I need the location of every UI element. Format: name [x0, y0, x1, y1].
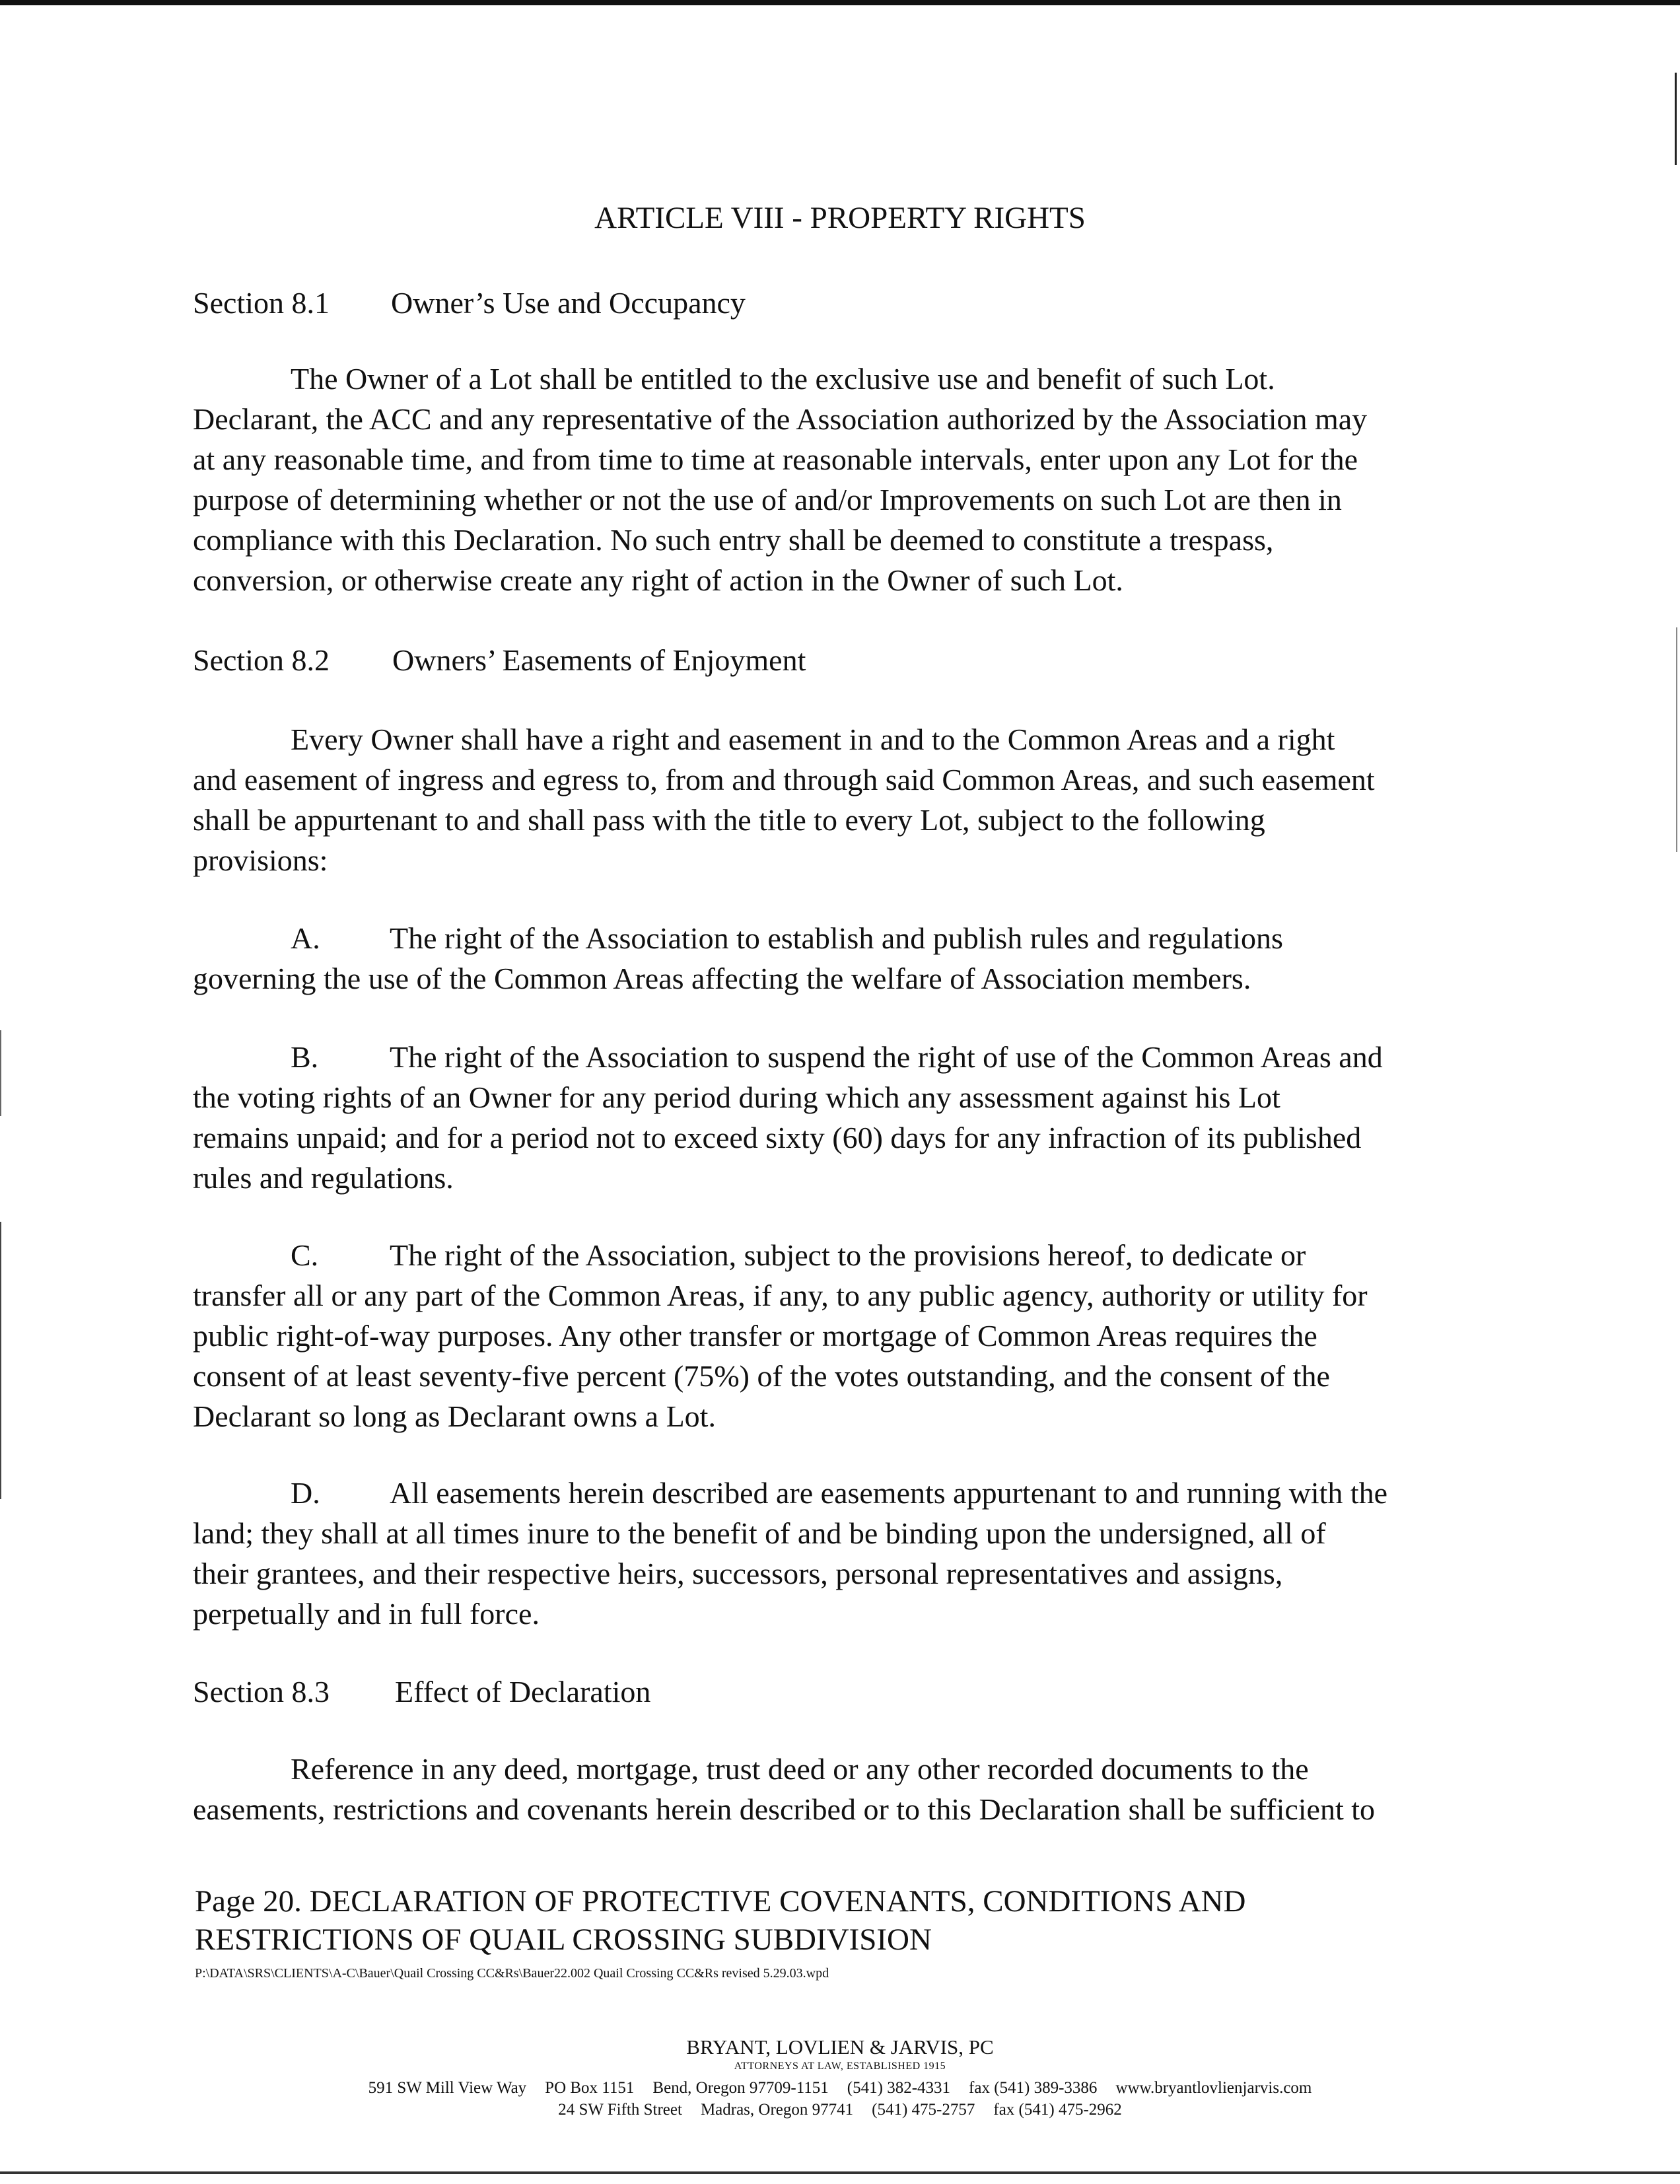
text-line: rules and regulations.	[193, 1161, 454, 1195]
text-line: All easements herein described are easements appurtenant to and running with the	[390, 1476, 1388, 1510]
list-marker: C.	[291, 1238, 319, 1272]
firm-name: BRYANT, LOVLIEN & JARVIS, PC	[686, 2035, 994, 2059]
scan-margin-mark	[1676, 627, 1677, 852]
section-paragraph	[193, 719, 1487, 880]
text-line: Declarant, the ACC and any representative of the Association authorized by the Association may	[193, 402, 1368, 436]
text-line: the voting rights of an Owner for any period during which any assessment against his Lot	[193, 1080, 1280, 1114]
firm-address-madras	[0, 2101, 1680, 2119]
phone: (541) 382-4331	[847, 2079, 951, 2097]
section-number: Section 8.1	[193, 286, 330, 320]
firm-address-bend	[0, 2079, 1680, 2097]
text-line: Every Owner shall have a right and easement in and to the Common Areas and a right	[291, 722, 1335, 756]
text-line: purpose of determining whether or not the use of and/or Improvements on such Lot are then in	[193, 483, 1342, 516]
list-item-d	[193, 1473, 1487, 1634]
text-line: public right-of-way purposes. Any other transfer or mortgage of Common Areas requires the	[193, 1319, 1317, 1353]
fax: fax (541) 475-2962	[993, 2101, 1122, 2119]
text-line: provisions:	[193, 843, 328, 877]
text-line: Declarant so long as Declarant owns a Lot.	[193, 1399, 716, 1433]
text-line: governing the use of the Common Areas affecting the welfare of Association members.	[193, 962, 1251, 995]
list-item-a	[193, 918, 1487, 999]
address-part: PO Box 1151	[545, 2079, 635, 2097]
text-line: perpetually and in full force.	[193, 1597, 540, 1631]
scan-top-border	[0, 0, 1680, 5]
text-line: The Owner of a Lot shall be entitled to the exclusive use and benefit of such Lot.	[291, 362, 1275, 396]
scan-margin-mark	[0, 1222, 1, 1499]
website-link: www.bryantlovlienjarvis.com	[1115, 2079, 1312, 2097]
text-line: The right of the Association to establish and publish rules and regulations	[390, 921, 1283, 955]
phone: (541) 475-2757	[872, 2101, 975, 2119]
list-marker: B.	[291, 1040, 319, 1074]
text-line: Reference in any deed, mortgage, trust deed or any other recorded documents to the	[291, 1752, 1309, 1786]
list-marker: D.	[291, 1476, 320, 1510]
text-line: compliance with this Declaration. No such entry shall be deemed to constitute a trespass,	[193, 523, 1274, 557]
list-item-b	[193, 1037, 1487, 1198]
section-title: Owner’s Use and Occupancy	[391, 286, 746, 320]
address-part: Madras, Oregon 97741	[700, 2101, 854, 2119]
text-line: The right of the Association to suspend the right of use of the Common Areas and	[390, 1040, 1383, 1074]
text-line: easements, restrictions and covenants herein described or to this Declaration shall be sufficient to	[193, 1792, 1376, 1826]
text-line: their grantees, and their respective heirs, successors, personal representatives and assigns,	[193, 1557, 1283, 1590]
footer-line: Page 20. DECLARATION OF PROTECTIVE COVENANTS, CONDITIONS AND	[195, 1884, 1246, 1919]
scan-margin-mark	[0, 1030, 1, 1116]
text-line: transfer all or any part of the Common Areas, if any, to any public agency, authority or utility for	[193, 1279, 1368, 1312]
address-part: 24 SW Fifth Street	[558, 2101, 682, 2119]
article-title: ARTICLE VIII - PROPERTY RIGHTS	[594, 201, 1086, 235]
fax: fax (541) 389-3386	[969, 2079, 1098, 2097]
firm-tagline: ATTORNEYS AT LAW, ESTABLISHED 1915	[734, 2061, 946, 2072]
address-part: 591 SW Mill View Way	[368, 2079, 527, 2097]
text-line: land; they shall at all times inure to the benefit of and be binding upon the undersigned, all of	[193, 1516, 1326, 1550]
section-title: Owners’ Easements of Enjoyment	[392, 643, 806, 677]
text-line: The right of the Association, subject to the provisions hereof, to dedicate or	[390, 1238, 1306, 1272]
list-item-c	[193, 1235, 1487, 1436]
page-footer-title	[195, 1882, 1245, 1959]
text-line: consent of at least seventy-five percent (75%) of the votes outstanding, and the consent of the	[193, 1359, 1330, 1393]
text-line: and easement of ingress and egress to, from and through said Common Areas, and such easement	[193, 763, 1375, 796]
file-path: P:\DATA\SRS\CLIENTS\A-C\Bauer\Quail Crossing CC&Rs\Bauer22.002 Quail Crossing CC&Rs revised 5.29.03.wpd	[195, 1966, 829, 1981]
scan-bottom-border	[0, 2171, 1680, 2174]
section-number: Section 8.3	[193, 1675, 330, 1708]
text-line: remains unpaid; and for a period not to exceed sixty (60) days for any infraction of its published	[193, 1121, 1362, 1154]
footer-line: RESTRICTIONS OF QUAIL CROSSING SUBDIVISION	[195, 1922, 932, 1957]
text-line: shall be appurtenant to and shall pass with the title to every Lot, subject to the following	[193, 803, 1265, 837]
scan-margin-mark	[1675, 73, 1677, 165]
text-line: conversion, or otherwise create any right of action in the Owner of such Lot.	[193, 563, 1123, 597]
list-marker: A.	[291, 921, 320, 955]
address-part: Bend, Oregon 97709-1151	[652, 2079, 829, 2097]
text-line: at any reasonable time, and from time to time at reasonable intervals, enter upon any Lot for the	[193, 442, 1358, 476]
section-number: Section 8.2	[193, 643, 330, 677]
section-title: Effect of Declaration	[395, 1675, 651, 1708]
section-paragraph	[193, 359, 1487, 600]
section-paragraph	[193, 1749, 1487, 1829]
